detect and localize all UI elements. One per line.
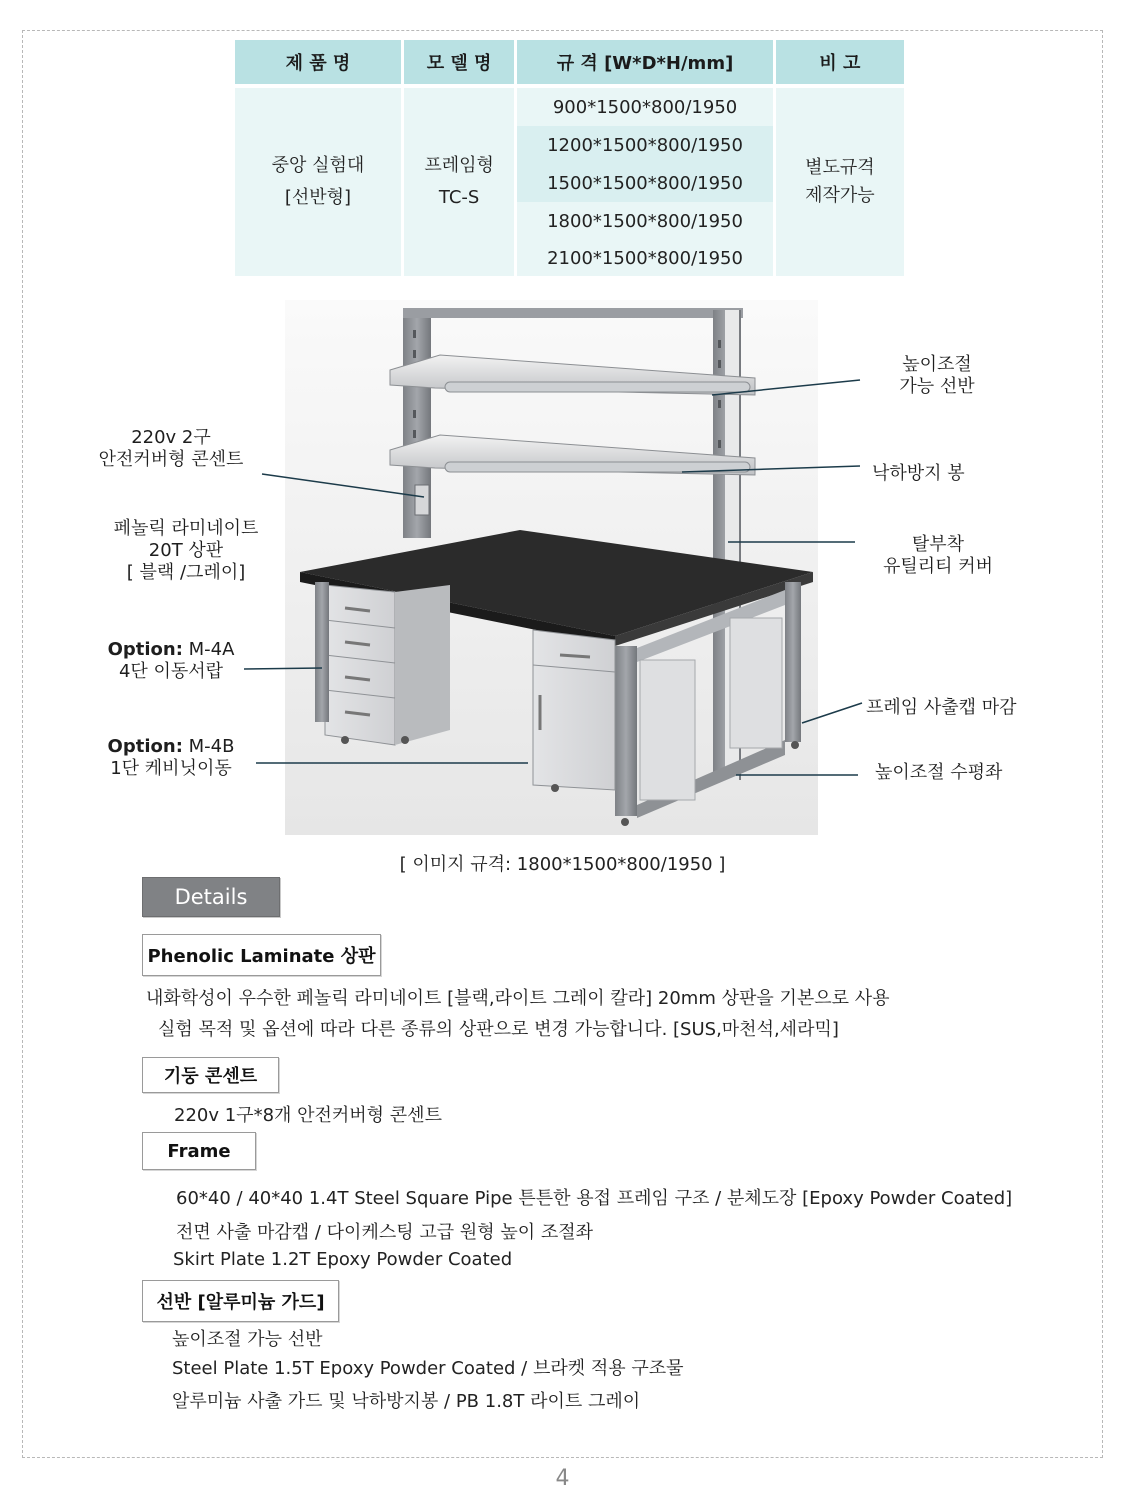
- callout-worktop: 페놀릭 라미네이트 20T 상판 [ 블랙 /그레이]: [113, 518, 259, 583]
- callout-utility-cover: 탈부착 유틸리티 커버: [882, 534, 994, 577]
- callout-anti-fall-bar: 낙하방지 봉: [872, 463, 965, 484]
- size-cell: 1500*1500*800/1950: [517, 164, 773, 202]
- callout-adjustable-shelf: 높이조절 가능 선반: [899, 354, 975, 397]
- page-number: 4: [555, 1466, 570, 1491]
- section-title-phenolic: Phenolic Laminate 상판: [142, 934, 381, 976]
- product-image: [285, 300, 818, 835]
- section-line: 높이조절 가능 선반: [172, 1329, 323, 1350]
- callout-frame-cap: 프레임 사출캡 마감: [866, 697, 1017, 718]
- section-title-frame: Frame: [142, 1132, 256, 1170]
- callout-option-m4b: Option: M-4B 1단 케비닛이동: [107, 736, 235, 779]
- section-title-shelf: 선반 [알루미늄 가드]: [142, 1280, 339, 1322]
- size-cell: 1200*1500*800/1950: [517, 126, 773, 164]
- section-line: Skirt Plate 1.2T Epoxy Powder Coated: [173, 1249, 513, 1270]
- image-caption: [ 이미지 규격: 1800*1500*800/1950 ]: [399, 854, 726, 875]
- size-cell: 900*1500*800/1950: [517, 88, 773, 126]
- header-size: 규 격 [W*D*H/mm]: [517, 40, 773, 84]
- model-name-cell: 프레임형 TC-S: [404, 88, 514, 276]
- section-line: 실험 목적 및 옵션에 따라 다른 종류의 상판으로 변경 가능합니다. [SUS,마천석,세라믹]: [158, 1019, 839, 1040]
- callout-option-m4a: Option: M-4A 4단 이동서랍: [107, 639, 235, 682]
- header-model-name: 모 델 명: [404, 40, 514, 84]
- section-line: Steel Plate 1.5T Epoxy Powder Coated / 브라켓 적용 구조물: [172, 1358, 684, 1379]
- product-name-cell: 중앙 실험대 [선반형]: [235, 88, 401, 276]
- section-line: 60*40 / 40*40 1.4T Steel Square Pipe 튼튼한 용접 프레임 구조 / 분체도장 [Epoxy Powder Coated]: [176, 1188, 1013, 1209]
- callout-outlet: 220v 2구 안전커버형 콘센트: [98, 427, 244, 470]
- lab-table-illustration: [285, 300, 818, 835]
- section-line: 알루미늄 사출 가드 및 낙하방지봉 / PB 1.8T 라이트 그레이: [172, 1391, 641, 1412]
- callout-leveling-foot: 높이조절 수평좌: [875, 762, 1003, 783]
- remark-cell: 별도규격 제작가능: [776, 88, 904, 276]
- size-cell: 2100*1500*800/1950: [517, 240, 773, 276]
- details-heading: Details: [142, 877, 280, 917]
- section-line: 내화학성이 우수한 페놀릭 라미네이트 [블랙,라이트 그레이 칼라] 20mm 상판을 기본으로 사용: [146, 988, 890, 1009]
- size-cell: 1800*1500*800/1950: [517, 202, 773, 240]
- section-title-outlet: 기둥 콘센트: [142, 1057, 279, 1093]
- section-line: 220v 1구*8개 안전커버형 콘센트: [174, 1105, 442, 1126]
- section-line: 전면 사출 마감캡 / 다이케스팅 고급 원형 높이 조절좌: [176, 1222, 593, 1243]
- header-remark: 비 고: [776, 40, 904, 84]
- spec-table: [232, 40, 907, 276]
- header-product-name: 제 품 명: [235, 40, 401, 84]
